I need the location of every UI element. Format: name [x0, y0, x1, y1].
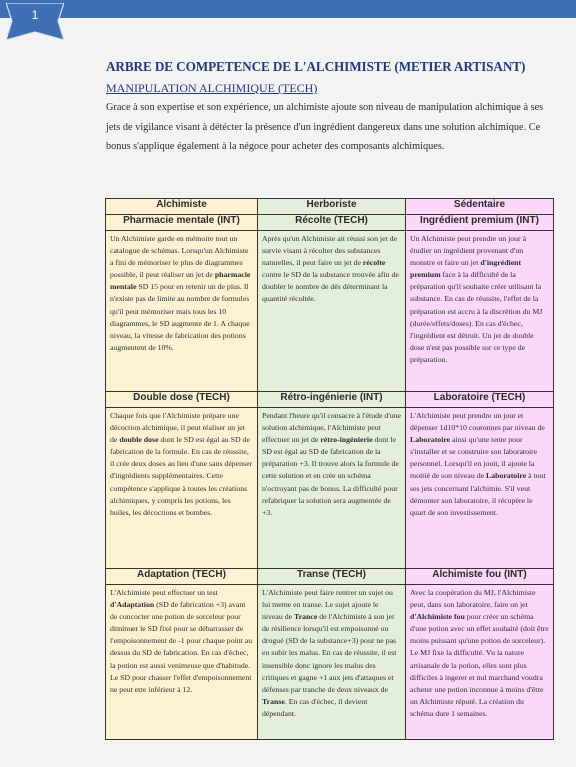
skill-name: Laboratoire (TECH): [406, 392, 554, 408]
skill-keyword: récolte: [362, 258, 386, 268]
skill-description: Chaque fois que l'Alchimiste prépare une décoction alchimique, il peut réaliser un jet de double dose dont le SD est égal au SD de fabrication de la formule. En cas de réussite, il crée deux doses au lieu d'une sans dépenser d'ingrédients supplémentaires. Cette compétence s'applique à toutes les créations alchimiques, y compris les potions, les huiles, les décoctions et bombes.: [110, 411, 253, 517]
skill-name: Transe (TECH): [258, 569, 406, 585]
skill-name: Double dose (TECH): [106, 392, 258, 408]
skill-description: L'Alchimiste peut faire rentrer un sujet ou lui meme en transe. Le sujet ajoute le niveau de Trance de l'Alchimiste à son jet de résilience lorsqu'il est empoisonné ou drogué (SD de la substance+3) pour ne pas en subir les malus. En cas de réussite, il est insensible donc ignore les malus des critiques et gagne +1 aux jets d'attaques et défenses par tranche de deux niveaux de Transe. En cas d'échec, il devient dépendant.: [262, 588, 397, 718]
skill-keyword: Transe: [262, 696, 285, 706]
section-subtitle: MANIPULATION ALCHIMIQUE (TECH): [106, 81, 318, 95]
skill-description: Après qu'un Alchimiste ait réussi son jet de survie visant à récolter des substances naturelles, il peut faire un jet de récolte contre le SD de la substance trouvée afin de doubler le nombre de dès déterminant la quantité récoltée.: [262, 234, 399, 304]
skill-keyword: double dose: [119, 435, 159, 445]
skill-description: Un Alchimiste garde en mémoire tout un catalogue de schémas. Lorsqu'un Alchimiste a fini de mémoriser le plus de diagrammes possible, il peut réaliser un jet de pharmacie mentale SD 15 pour en retenir un de plus. Il n'existe pas de limite au nombre de formules qu'il peut mémoriser mais tous les 10 diagrammes, le SD augmente de 1. A chaque niveau, la vitesse de fabrication des potions augmentent de 10%.: [110, 234, 251, 352]
skill-tree-table: [105, 198, 554, 740]
skill-keyword: d'ingrédient premium: [410, 258, 522, 280]
skill-name: Adaptation (TECH): [106, 569, 258, 585]
intro-paragraph: Grace à son expertise et son expérience, un alchimiste ajoute son niveau de manipulation alchimique à ses jets de vigilance visant à détécter la présence d'un ingrédient dangereux dans une solution alchimique. Ce bonus s'applique également à la négoce pour acheter des composants alchimiques.: [106, 102, 544, 152]
skill-name: Ingrédient premium (INT): [406, 215, 554, 231]
skill-keyword: Laboratoire: [410, 435, 451, 445]
skill-description: Pendant l'heure qu'il consacre à l'étude d'une solution alchimique, l'Alchimiste peut effectuer un jet de rétro-ingénierie dont le SD est égal au SD de fabrication de la préparation +3. Il trouve alors la formule de cette solution et en crée un schéma n'octroyant pas de bonus. La difficulté pour refabriquer la solution sera augmentée de +3.: [262, 411, 401, 517]
document-title: ARBRE DE COMPETENCE DE L'ALCHIMISTE (METIER ARTISANT): [106, 59, 526, 74]
skill-description: L'Alchimiste peut prendre un jour et dépenser 1d10*10 couronnes par niveau de Laboratoire ainsi qu'une tente pour s'installer et se construire son laboratoire personnel. Lorsqu'il en jouit, il ajoute la moitié de son niveau de Laboratoire à tout ses jets concernant l'alchimie. S'il veut démonter son laboratoire, il récupère le quart de son investissement.: [410, 411, 546, 517]
skill-description: Un Alchimiste peut prendre un jour à étudier un ingrédient provenant d'un monstre et faire un jet d'ingrédient premium face à la difficulté de la préparation qu'il souhaite créer utilisant la substance. En cas de réussite, l'effet de la préparation est accru à la discrétion du MJ (durée/effets/doses). En cas d'échec, l'ingrédient est détruit. Un jet de double dose n'est pas possible sur ce type de préparation.: [410, 234, 543, 364]
column-header-alchimiste: Alchimiste: [106, 199, 258, 215]
column-header-row: [106, 199, 554, 215]
skill-keyword: rétro-ingénierie: [320, 435, 373, 445]
skill-name: Alchimiste fou (INT): [406, 569, 554, 585]
skill-keyword: d'Alchimiste fou: [410, 612, 465, 622]
skill-keyword: Laboratoire: [486, 471, 527, 481]
skill-description: L'Alchimiste peut effectuer un test d'Adaptation (SD de fabrication +3) avant de concocter une potion de sorceleur pour diminuer le SD fixé pour se débarrasser de l'empoisonnement de -1 pour chaque point au dessus du SD de fabrication. En cas d'échec, la potion est aussi venimeuse que d'habitude. Le SD pour chasser l'effet d'empoisonnement ne peut etre inférieur à 12.: [110, 588, 253, 694]
skill-keyword: Trance: [294, 612, 318, 622]
page-number: 1: [31, 8, 39, 22]
header-bar: [0, 0, 576, 18]
column-header-sedentaire: Sédentaire: [406, 199, 554, 215]
skill-name: Pharmacie mentale (INT): [106, 215, 258, 231]
column-header-herboriste: Herboriste: [258, 199, 406, 215]
skill-keyword: pharmacie mentale: [110, 270, 251, 292]
skill-description: Avec la coopération du MJ, l'Alchimiste peut, dans son laboratoire, faire un jet d'Alchimiste fou pour créer un schéma d'une potion avec un effet souhaité (doit être moins puissant qu'une potion de sorceleur). Le MJ fixe la difficulté. Vu la nature artisanale de la potion, elles sont plus difficiles à ingerer et nul marchand voudra acheter une potion inconnue à moins d'être un Alchimiste réputé. La création du schéma dure 1 semaines.: [410, 588, 549, 718]
skill-name: Récolte (TECH): [258, 215, 406, 231]
skill-keyword: d'Adaptation: [110, 600, 155, 610]
skill-name: Rétro-ingénierie (INT): [258, 392, 406, 408]
